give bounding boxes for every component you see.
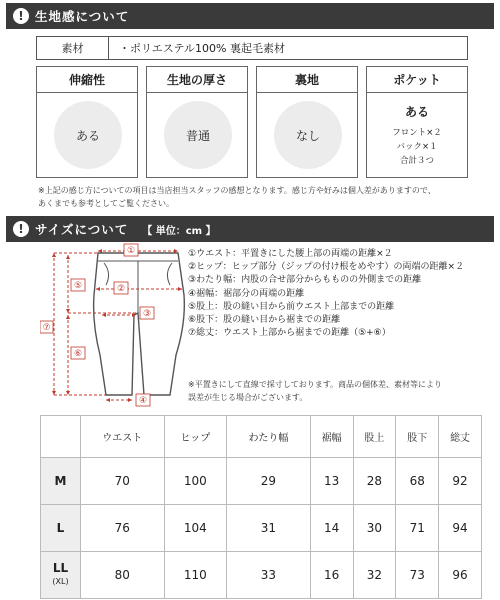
label-thigh: ③ [142, 309, 152, 319]
table-cell: 16 [310, 552, 353, 599]
table-cell: 70 [81, 458, 165, 505]
definition-item: ⑥股下：股の縫い目から裾までの距離 [188, 315, 341, 326]
table-cell: 13 [310, 458, 353, 505]
arrow-head [66, 255, 70, 259]
label-inseam: ⑥ [73, 349, 83, 359]
table-cell: 76 [81, 505, 165, 552]
section-header-fabric [6, 3, 494, 29]
arrow-head [66, 315, 70, 319]
card-value: なし [274, 101, 342, 169]
table-row [41, 505, 482, 552]
size-sub: (XL) [52, 577, 69, 586]
material-value: ・ポリエステル100% 裏起毛素材 [119, 42, 285, 55]
table-cell: 73 [396, 552, 439, 599]
section-title: サイズについて [35, 222, 129, 237]
definition-item: ③わたり幅：内股の合せ部分からもものの外側までの距離 [188, 275, 422, 286]
header-cell: ウエスト [81, 416, 165, 458]
section-title: 生地感について [35, 9, 130, 24]
unit-label: 【 単位：cm 】 [142, 225, 216, 237]
table-cell: 30 [353, 505, 396, 552]
pants-outline [94, 253, 185, 395]
header-cell: 総丈 [439, 416, 482, 458]
pocket-line: バック×１ [396, 142, 438, 152]
thickness-card [146, 66, 248, 178]
pocket-card [366, 66, 468, 178]
arrow-head [66, 309, 70, 313]
label-hip: ② [116, 284, 126, 294]
size-note [188, 378, 442, 404]
table-cell: 31 [227, 505, 311, 552]
card-value: ある [54, 101, 122, 169]
note-line: あくまでも参考としてご覧ください。 [38, 199, 174, 208]
table-cell: 100 [164, 458, 227, 505]
material-label: 素材 [37, 37, 109, 59]
arrow-head [52, 391, 56, 395]
pocket-line: 合計３つ [399, 156, 434, 166]
card-title: ポケット [367, 67, 467, 93]
corner-cell [41, 416, 81, 458]
label-hem: ④ [138, 396, 148, 406]
table-cell: 104 [164, 505, 227, 552]
exclamation-icon: ! [13, 8, 29, 24]
section-header-size [6, 216, 494, 242]
pocket-line: フロント×２ [392, 128, 442, 138]
card-title: 生地の厚さ [147, 67, 247, 93]
table-cell: 92 [439, 458, 482, 505]
header-cell: 股下 [396, 416, 439, 458]
table-cell: 110 [164, 552, 227, 599]
definition-item: ②ヒップ：ヒップ部分（ジップの付け根をめやす）の両端の距離×２ [188, 262, 465, 273]
definition-item: ④裾幅：裾部分の両端の距離 [188, 288, 305, 299]
size-label: L [41, 505, 81, 552]
exclamation-icon: ! [13, 221, 29, 237]
table-row [41, 458, 482, 505]
header-cell: ヒップ [164, 416, 227, 458]
stretch-card [36, 66, 138, 178]
label-rise: ⑤ [73, 281, 83, 291]
table-cell: 28 [353, 458, 396, 505]
fabric-note [38, 184, 436, 210]
label-total: ⑦ [42, 323, 51, 333]
note-line: 誤差が生じる場合がございます。 [188, 393, 308, 402]
table-cell: 33 [227, 552, 311, 599]
lining-card [256, 66, 358, 178]
card-value: 普通 [164, 101, 232, 169]
definition-item: ⑦総丈：ウエスト上部から裾までの距離（⑤+⑥） [188, 328, 391, 339]
pocket-value: ある [404, 105, 429, 119]
pants-diagram [40, 243, 190, 408]
size-table [40, 415, 482, 599]
table-cell: 80 [81, 552, 165, 599]
card-title: 裏地 [257, 67, 357, 93]
arrow-head [128, 398, 132, 402]
table-cell: 71 [396, 505, 439, 552]
table-cell: 68 [396, 458, 439, 505]
table-cell: 14 [310, 505, 353, 552]
arrow-head [106, 398, 110, 402]
table-cell: 94 [439, 505, 482, 552]
definition-item: ⑤股上：股の縫い目から前ウエスト上部までの距離 [188, 301, 395, 312]
card-title: 伸縮性 [37, 67, 137, 93]
label-waist: ① [126, 246, 136, 256]
note-line: ※上記の感じ方についての項目は当店担当スタッフの感想となります。感じ方や好みは個人差がありますので、 [38, 186, 436, 195]
table-cell: 32 [353, 552, 396, 599]
size-label: M [41, 458, 81, 505]
size-name: LL [52, 561, 69, 575]
header-cell: 股上 [353, 416, 396, 458]
arrow-head [66, 391, 70, 395]
table-cell: 29 [227, 458, 311, 505]
definition-item: ①ウエスト：平置きにした腰上部の両端の距離×２ [188, 249, 393, 259]
arrow-head [52, 253, 56, 257]
table-row [41, 552, 482, 599]
header-cell: 裾幅 [310, 416, 353, 458]
material-row [36, 36, 468, 60]
measurement-definitions [188, 248, 464, 340]
table-header-row [41, 416, 482, 458]
size-label [41, 552, 81, 599]
header-cell: わたり幅 [227, 416, 311, 458]
note-line: ※平置きにして直線で採寸しております。商品の個体差、素材等により [188, 380, 443, 389]
table-cell: 96 [439, 552, 482, 599]
